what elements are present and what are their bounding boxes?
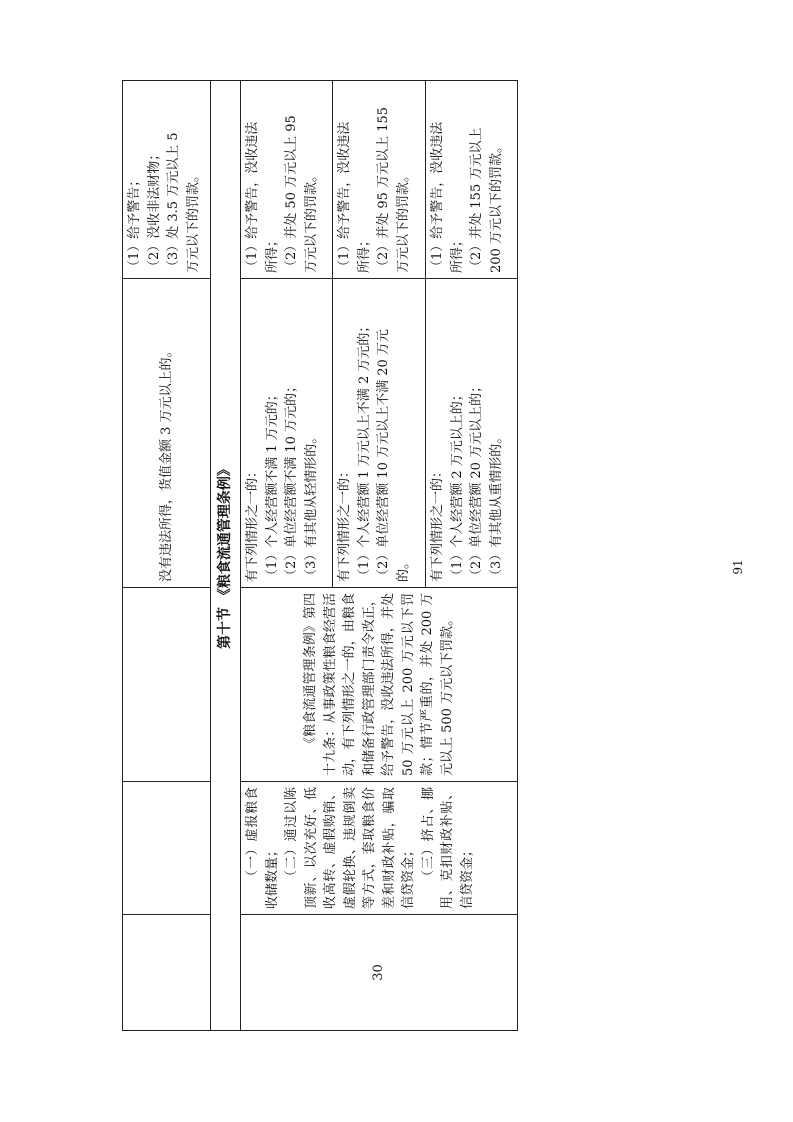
- violation-text: （一）虚报粮食收储数量；: [245, 787, 280, 909]
- fact-cell-level-3: [426, 279, 518, 588]
- penalty-standards-table: [122, 80, 518, 1031]
- penalty-cell-level-1: [241, 81, 333, 279]
- fact-line: （2）单位经营额 20 万元以上的；: [469, 379, 484, 582]
- prev-penalty-line: 万元以下的罚款。: [185, 168, 201, 273]
- prev-basis-cell: [123, 588, 211, 782]
- legal-basis-text: 《粮食流通管理条例》第四十九条：从事政策性粮食经营活动，有下列情形之一的，由粮食和储备行政管理部门责令改正，给予警告，没收违法所得，并处 50 万元以上 200 万元以下罚款；情节严重的，并处 200 万元以上 500 万元以下罚款。: [303, 593, 455, 776]
- penalty-line: 所得；: [264, 233, 280, 273]
- prev-penalty-line: （2）没收非法财物；: [146, 147, 162, 273]
- prev-penalty-cell: [123, 81, 211, 279]
- violation-text: （三）挤占、挪用、克扣财政补贴、信贷资金；: [420, 787, 475, 909]
- penalty-line: 所得；: [356, 233, 372, 273]
- page-number: 91: [731, 559, 745, 575]
- legal-basis-cell: [241, 588, 518, 782]
- penalty-cell-level-2: [333, 81, 426, 279]
- violation-text: （二）通过以陈顶新、以次充好、低收高转、虚假购销、虚假轮换、违规倒卖等方式，套取粮食价差和财政补贴，骗取信贷资金；: [284, 787, 416, 909]
- fact-line: （2）单位经营额不满 10 万元的；: [284, 379, 299, 582]
- penalty-line: 万元以下的罚款。: [395, 168, 411, 273]
- penalty-line: 万元以下的罚款。: [303, 168, 319, 273]
- table-row-level-1: [241, 81, 333, 1031]
- fact-line: 有下列情形之一的：: [337, 464, 352, 582]
- fact-line: （3）有其他从重情形的。: [488, 430, 504, 582]
- penalty-cell-level-3: [426, 81, 518, 279]
- rotated-table-container: [122, 81, 517, 1031]
- penalty-line: （2）并处 155 万元以上: [469, 127, 484, 273]
- section-row: [211, 81, 241, 1031]
- penalty-line: 200 万元以下的罚款。: [488, 140, 504, 273]
- prev-fact-text: 没有违法所得，货值金额 3 万元以上的。: [158, 344, 174, 582]
- fact-cell-level-1: [241, 279, 333, 588]
- fact-line: （3）有其他从轻情形的。: [303, 430, 319, 582]
- section-title: 第十节 《粮食流通管理条例》: [211, 81, 241, 1031]
- penalty-line: （1）给予警告，没收违法: [245, 121, 260, 273]
- penalty-line: （2）并处 50 万元以上 95: [284, 115, 299, 273]
- penalty-line: 所得；: [449, 233, 465, 273]
- table-row-previous: [123, 81, 211, 1031]
- penalty-line: （2）并处 95 万元以上 155: [376, 106, 391, 273]
- prev-number-cell: [123, 915, 211, 1031]
- fact-line: 有下列情形之一的：: [245, 464, 260, 582]
- fact-line: 的。: [395, 555, 411, 582]
- fact-line: 有下列情形之一的：: [430, 464, 445, 582]
- violation-cell: [241, 782, 518, 915]
- prev-penalty-line: （3）处 3.5 万元以上 5: [166, 132, 181, 273]
- fact-line: （1）个人经营额不满 1 万元的；: [264, 388, 280, 582]
- penalty-line: （1）给予警告，没收违法: [337, 121, 352, 273]
- prev-violation-cell: [123, 782, 211, 915]
- prev-penalty-line: （1）给予警告；: [127, 173, 142, 273]
- fact-cell-level-2: [333, 279, 426, 588]
- fact-line: （1）个人经营额 2 万元以上的；: [449, 388, 465, 582]
- penalty-line: （1）给予警告，没收违法: [430, 121, 445, 273]
- fact-line: （1）个人经营额 1 万元以上不满 2 万元的；: [356, 319, 372, 582]
- prev-fact-cell: [123, 279, 211, 588]
- fact-line: （2）单位经营额 10 万元以上不满 20 万元: [376, 329, 391, 582]
- item-number: 30: [241, 915, 518, 1031]
